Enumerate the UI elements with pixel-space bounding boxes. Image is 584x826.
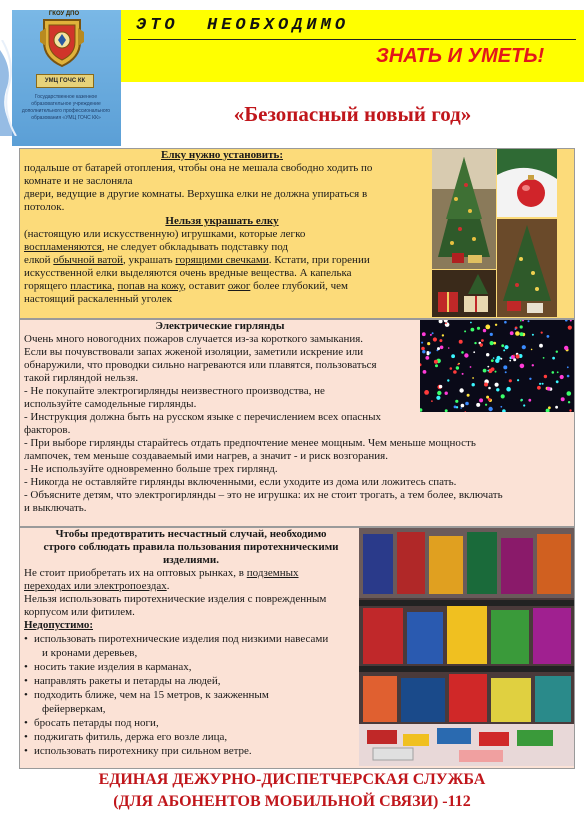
bullet-text: использовать пиротехнику при сильном ветре. bbox=[34, 745, 252, 757]
text-fragment: горящего bbox=[24, 280, 71, 292]
tree-install-heading: Елку нужно установить: bbox=[160, 149, 283, 161]
text-fragment: , bbox=[112, 280, 118, 292]
emblem-crest-icon bbox=[38, 12, 86, 68]
text-fragment: горящими свечками bbox=[175, 254, 269, 266]
section-garlands-text bbox=[24, 320, 572, 515]
ribbon-decoration bbox=[0, 40, 18, 136]
text-fragment: . bbox=[166, 580, 170, 592]
banner-top-line: ЭТО НЕОБХОДИМО bbox=[136, 16, 350, 35]
text-fragment: переходах или электропоездах bbox=[24, 580, 167, 592]
text-fragment: обычной ватой bbox=[53, 254, 124, 266]
section-tree-text bbox=[24, 149, 420, 306]
pyro-heading-line: изделиями. bbox=[162, 554, 220, 566]
page-title: «Безопасный новый год» bbox=[233, 102, 472, 126]
logo-caption: УМЦ ГОЧС КК bbox=[36, 74, 94, 88]
bullet-text: поджигать фитиль, держа его возле лица, bbox=[34, 731, 228, 743]
text-line bbox=[24, 567, 358, 580]
christmas-tree-photo bbox=[432, 149, 496, 269]
garlands-line: - Не используйте одновременно больше трех гирлянд. bbox=[24, 463, 278, 475]
tree-decor-text bbox=[24, 228, 420, 306]
garlands-line: и выключать. bbox=[24, 502, 87, 514]
text-fragment: , не следует обкладывать подставку под bbox=[101, 241, 288, 253]
forbidden-heading: Недопустимо: bbox=[24, 619, 93, 631]
fireworks-stall-photo bbox=[359, 528, 574, 766]
tree-decor-heading: Нельзя украшать елку bbox=[165, 215, 279, 227]
banner-main-line: ЗНАТЬ И УМЕТЬ! bbox=[376, 45, 545, 67]
text-line: настоящий раскаленный уголек bbox=[24, 293, 173, 305]
forbidden-list-item bbox=[24, 632, 358, 646]
logo-org-text: Государственное казенное образовательное учреждение дополнительного профессионального образования «УМЦ ГОЧС КК» bbox=[21, 94, 111, 121]
text-fragment: более глубокий, чем bbox=[250, 280, 348, 292]
bullet-marker: • bbox=[24, 731, 28, 743]
text-line: потолок. bbox=[24, 201, 65, 213]
text-fragment: елкой bbox=[24, 254, 54, 266]
garlands-line: Очень много новогодних пожаров случается из-за короткого замыкания. bbox=[24, 333, 364, 345]
garlands-line: - Не покупайте электрогирлянды неизвестного производства, не bbox=[24, 385, 325, 397]
footer-phone: (ДЛЯ АБОНЕНТОВ МОБИЛЬНОЙ СВЯЗИ) -112 bbox=[113, 793, 471, 810]
bullet-marker: • bbox=[24, 745, 28, 757]
text-line: искусственной елки выделяются очень вредные вещества. А капелька bbox=[24, 267, 352, 279]
garlands-line: такой гирляндой нельзя. bbox=[24, 372, 139, 384]
forbidden-list-item bbox=[24, 730, 358, 744]
text-fragment: , оставит bbox=[183, 280, 228, 292]
text-line bbox=[24, 241, 420, 254]
tree-install-text bbox=[24, 162, 420, 214]
bullet-text: и кронами деревьев, bbox=[42, 647, 138, 659]
bullet-text: носить такие изделия в карманах, bbox=[34, 661, 192, 673]
garlands-line: факторов. bbox=[24, 424, 71, 436]
bullet-text: бросать петарды под ноги, bbox=[34, 717, 159, 729]
forbidden-list-item bbox=[24, 716, 358, 730]
text-fragment: воспламеняются bbox=[24, 241, 102, 253]
pyro-heading-line: Чтобы предотвратить несчастный случай, необходимо bbox=[55, 528, 327, 540]
bullet-marker: • bbox=[24, 633, 28, 645]
bullet-marker: • bbox=[24, 675, 28, 687]
ornament-photo bbox=[497, 149, 557, 217]
bullet-marker: • bbox=[24, 661, 28, 673]
bullet-marker: • bbox=[24, 717, 28, 729]
bullet-marker: • bbox=[24, 689, 28, 701]
footer-service-name: ЕДИНАЯ ДЕЖУРНО-ДИСПЕТЧЕРСКАЯ СЛУЖБА bbox=[98, 771, 486, 788]
text-line: Нельзя использовать пиротехнические изделия с поврежденным bbox=[24, 593, 327, 605]
forbidden-list-item bbox=[24, 688, 358, 702]
bullet-text: фейерверкам, bbox=[42, 703, 106, 715]
text-line: двери, ведущие в другие комнаты. Верхушка елки не должна упираться в bbox=[24, 188, 368, 200]
garlands-line: обнаружили, что проводки сильно нагреваются или плавятся, пользоваться bbox=[24, 359, 377, 371]
logo-top-text: ГКОУ ДПО bbox=[48, 11, 80, 17]
forbidden-list-item bbox=[24, 646, 358, 660]
text-line: комнате и не заслоняла bbox=[24, 175, 133, 187]
bullet-text: использовать пиротехнические изделия под низкими навесами bbox=[34, 633, 329, 645]
text-fragment: подземных bbox=[246, 567, 299, 579]
garlands-line: лампочек, тем меньше создаваемый ими нагрев, а значит - и риск возгорания. bbox=[24, 450, 388, 462]
garlands-line: - Никогда не оставляйте гирлянды включенными, если уходите из дома или ложитесь спать. bbox=[24, 476, 457, 488]
forbidden-list-item bbox=[24, 674, 358, 688]
forbidden-list bbox=[24, 632, 358, 758]
forbidden-list-item bbox=[24, 702, 358, 716]
garlands-line: - При выборе гирлянды старайтесь отдать предпочтение менее мощным. Чем меньше мощность bbox=[24, 437, 476, 449]
pyro-heading-line: строго соблюдать правила пользования пиротехническими bbox=[43, 541, 339, 553]
bullet-text: подходить ближе, чем на 15 метров, к зажженным bbox=[34, 689, 269, 701]
garlands-line: Если вы почувствовали запах жженой изоляции, заметили искрение или bbox=[24, 346, 364, 358]
text-line: корпусом или фитилем. bbox=[24, 606, 135, 618]
garlands-line: - Инструкция должна быть на русском языке с перечислением всех опасных bbox=[24, 411, 382, 423]
text-line: подальше от батарей отопления, чтобы она не мешала свободно ходить по bbox=[24, 162, 373, 174]
text-fragment: , украшать bbox=[123, 254, 176, 266]
garlands-line: используйте самодельные гирлянды. bbox=[24, 398, 197, 410]
text-fragment: Не стоит приобретать их на оптовых рынках, в bbox=[24, 567, 247, 579]
section-pyrotechnics-text bbox=[24, 528, 358, 758]
text-fragment: пластика bbox=[70, 280, 113, 292]
text-line: (настоящую или искусственную) игрушками, которые легко bbox=[24, 228, 306, 240]
gifts-photo bbox=[432, 270, 496, 317]
text-fragment: ожог bbox=[227, 280, 251, 292]
text-fragment: попав на кожу bbox=[117, 280, 184, 292]
forbidden-list-item bbox=[24, 744, 358, 758]
decorated-tree-photo bbox=[497, 219, 557, 317]
text-fragment: . Кстати, при горении bbox=[268, 254, 370, 266]
forbidden-list-item bbox=[24, 660, 358, 674]
bullet-text: направлять ракеты и петарды на людей, bbox=[34, 675, 221, 687]
garlands-line: - Объясните детям, что электрогирлянды – это не игрушка: их не стоит трогать, а тем более, включать bbox=[24, 489, 503, 501]
text-line bbox=[24, 254, 420, 267]
text-line bbox=[24, 580, 358, 593]
text-line bbox=[24, 280, 420, 293]
garlands-heading: Электрические гирлянды bbox=[155, 320, 285, 332]
banner-divider bbox=[128, 39, 576, 40]
